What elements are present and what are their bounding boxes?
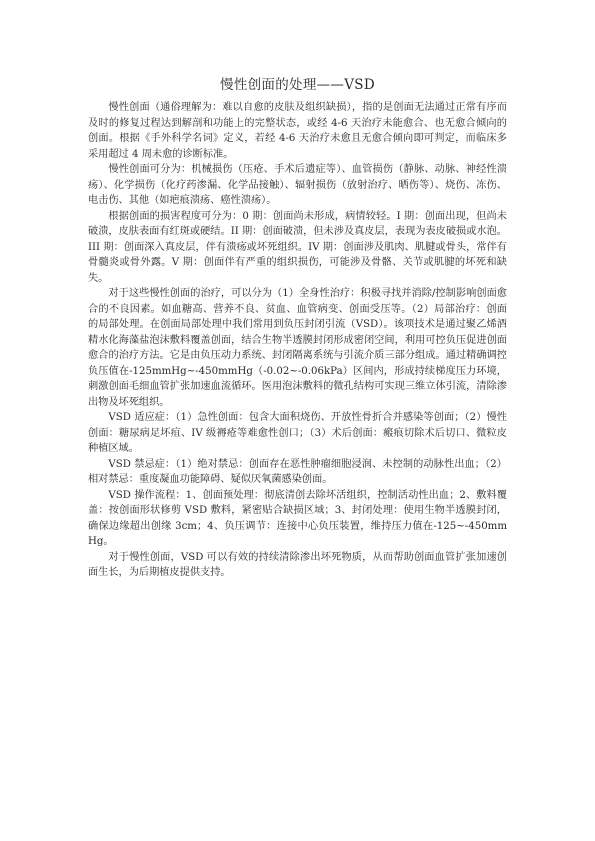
paragraph-procedure: VSD 操作流程：1、创面预处理：彻底清创去除坏活组织，控制活动性出血；2、敷料覆盖：按创面形状修剪 VSD 敷料，紧密贴合缺损区域；3、封闭处理：使用生物半透膜封闭，确保边缘超出创缘 3cm；4、负压调节：连接中心负压装置，维持压力值在-125~-450mmHg。 — [88, 489, 507, 547]
document-title: 慢性创面的处理——VSD — [220, 77, 375, 93]
paragraph-staging: 根据创面的损害程度可分为：0 期：创面尚未形成，病情较轻。I 期：创面出现，但尚未破溃，皮肤表面有红斑或硬结。II 期：创面破溃，但未涉及真皮层，表现为表皮破损或水泡。III 期：创面深入真皮层，伴有溃疡或坏死组织。IV 期：创面涉及肌肉、肌腱或骨头，常伴有骨髓炎或骨外露。V 期：创面伴有严重的组织损伤，可能涉及骨骼、关节或肌腱的坏死和缺失。 — [88, 210, 507, 284]
paragraph-indications: VSD 适应症：（1）急性创面：包含大面积烧伤、开放性骨折合并感染等创面；（2）慢性创面：糖尿病足坏疽、IV 级褥疮等难愈性创口；（3）术后创面：瘢痕切除术后切口、微粒皮种植区域。 — [88, 412, 507, 454]
paragraph-treatment: 对于这些慢性创面的治疗，可以分为（1）全身性治疗：积极寻找并消除/控制影响创面愈合的不良因素。如血糖高、营养不良、贫血、血管病变、创面受压等。（2）局部治疗：创面的局部处理。在创面局部处理中我们常用到负压封闭引流（VSD）。该项技术是通过聚乙烯酒精水化海藻盐泡沫敷料覆盖创面，结合生物半透膜封闭形成密闭空间，利用可控负压促进创面愈合的治疗方法。它是由负压动力系统、封闭隔离系统与引流介质三部分组成。通过精确调控负压值在-125mmHg~-450mmHg（-0.02~-0.06kPa）区间内，形成持续梯度压力环境，刺激创面毛细血管扩张加速血流循环。医用泡沫敷料的微孔结构可实现三维立体引流，清除渗出物及坏死组织。 — [88, 288, 507, 408]
paragraph-definition: 慢性创面（通俗理解为：难以自愈的皮肤及组织缺损），指的是创面无法通过正常有序而及时的修复过程达到解剖和功能上的完整状态，或经 4-6 天治疗未能愈合、也无愈合倾向的创面。根据《手外科学名词》定义，若经 4-6 天治疗未愈且无愈合倾向即可判定，而临床多采用超过 4 周未愈的诊断标准。 — [88, 102, 507, 160]
paragraph-classification: 慢性创面可分为：机械损伤（压疮、手术后遗症等）、血管损伤（静脉、动脉、神经性溃疡）、化学损伤（化疗药渗漏、化学品接触）、辐射损伤（放射治疗、晒伤等）、烧伤、冻伤、电击伤、其他（如疤痕溃疡、癌性溃疡）。 — [88, 164, 507, 206]
paragraph-contraindications: VSD 禁忌症：（1）绝对禁忌：创面存在恶性肿瘤细胞浸润、未控制的动脉性出血；（2）相对禁忌：重度凝血功能障碍、疑似厌氧菌感染创面。 — [88, 458, 507, 485]
paragraph-conclusion: 对于慢性创面，VSD 可以有效的持续清除渗出坏死物质，从而帮助创面血管扩张加速创面生长，为后期植皮提供支持。 — [88, 551, 507, 578]
